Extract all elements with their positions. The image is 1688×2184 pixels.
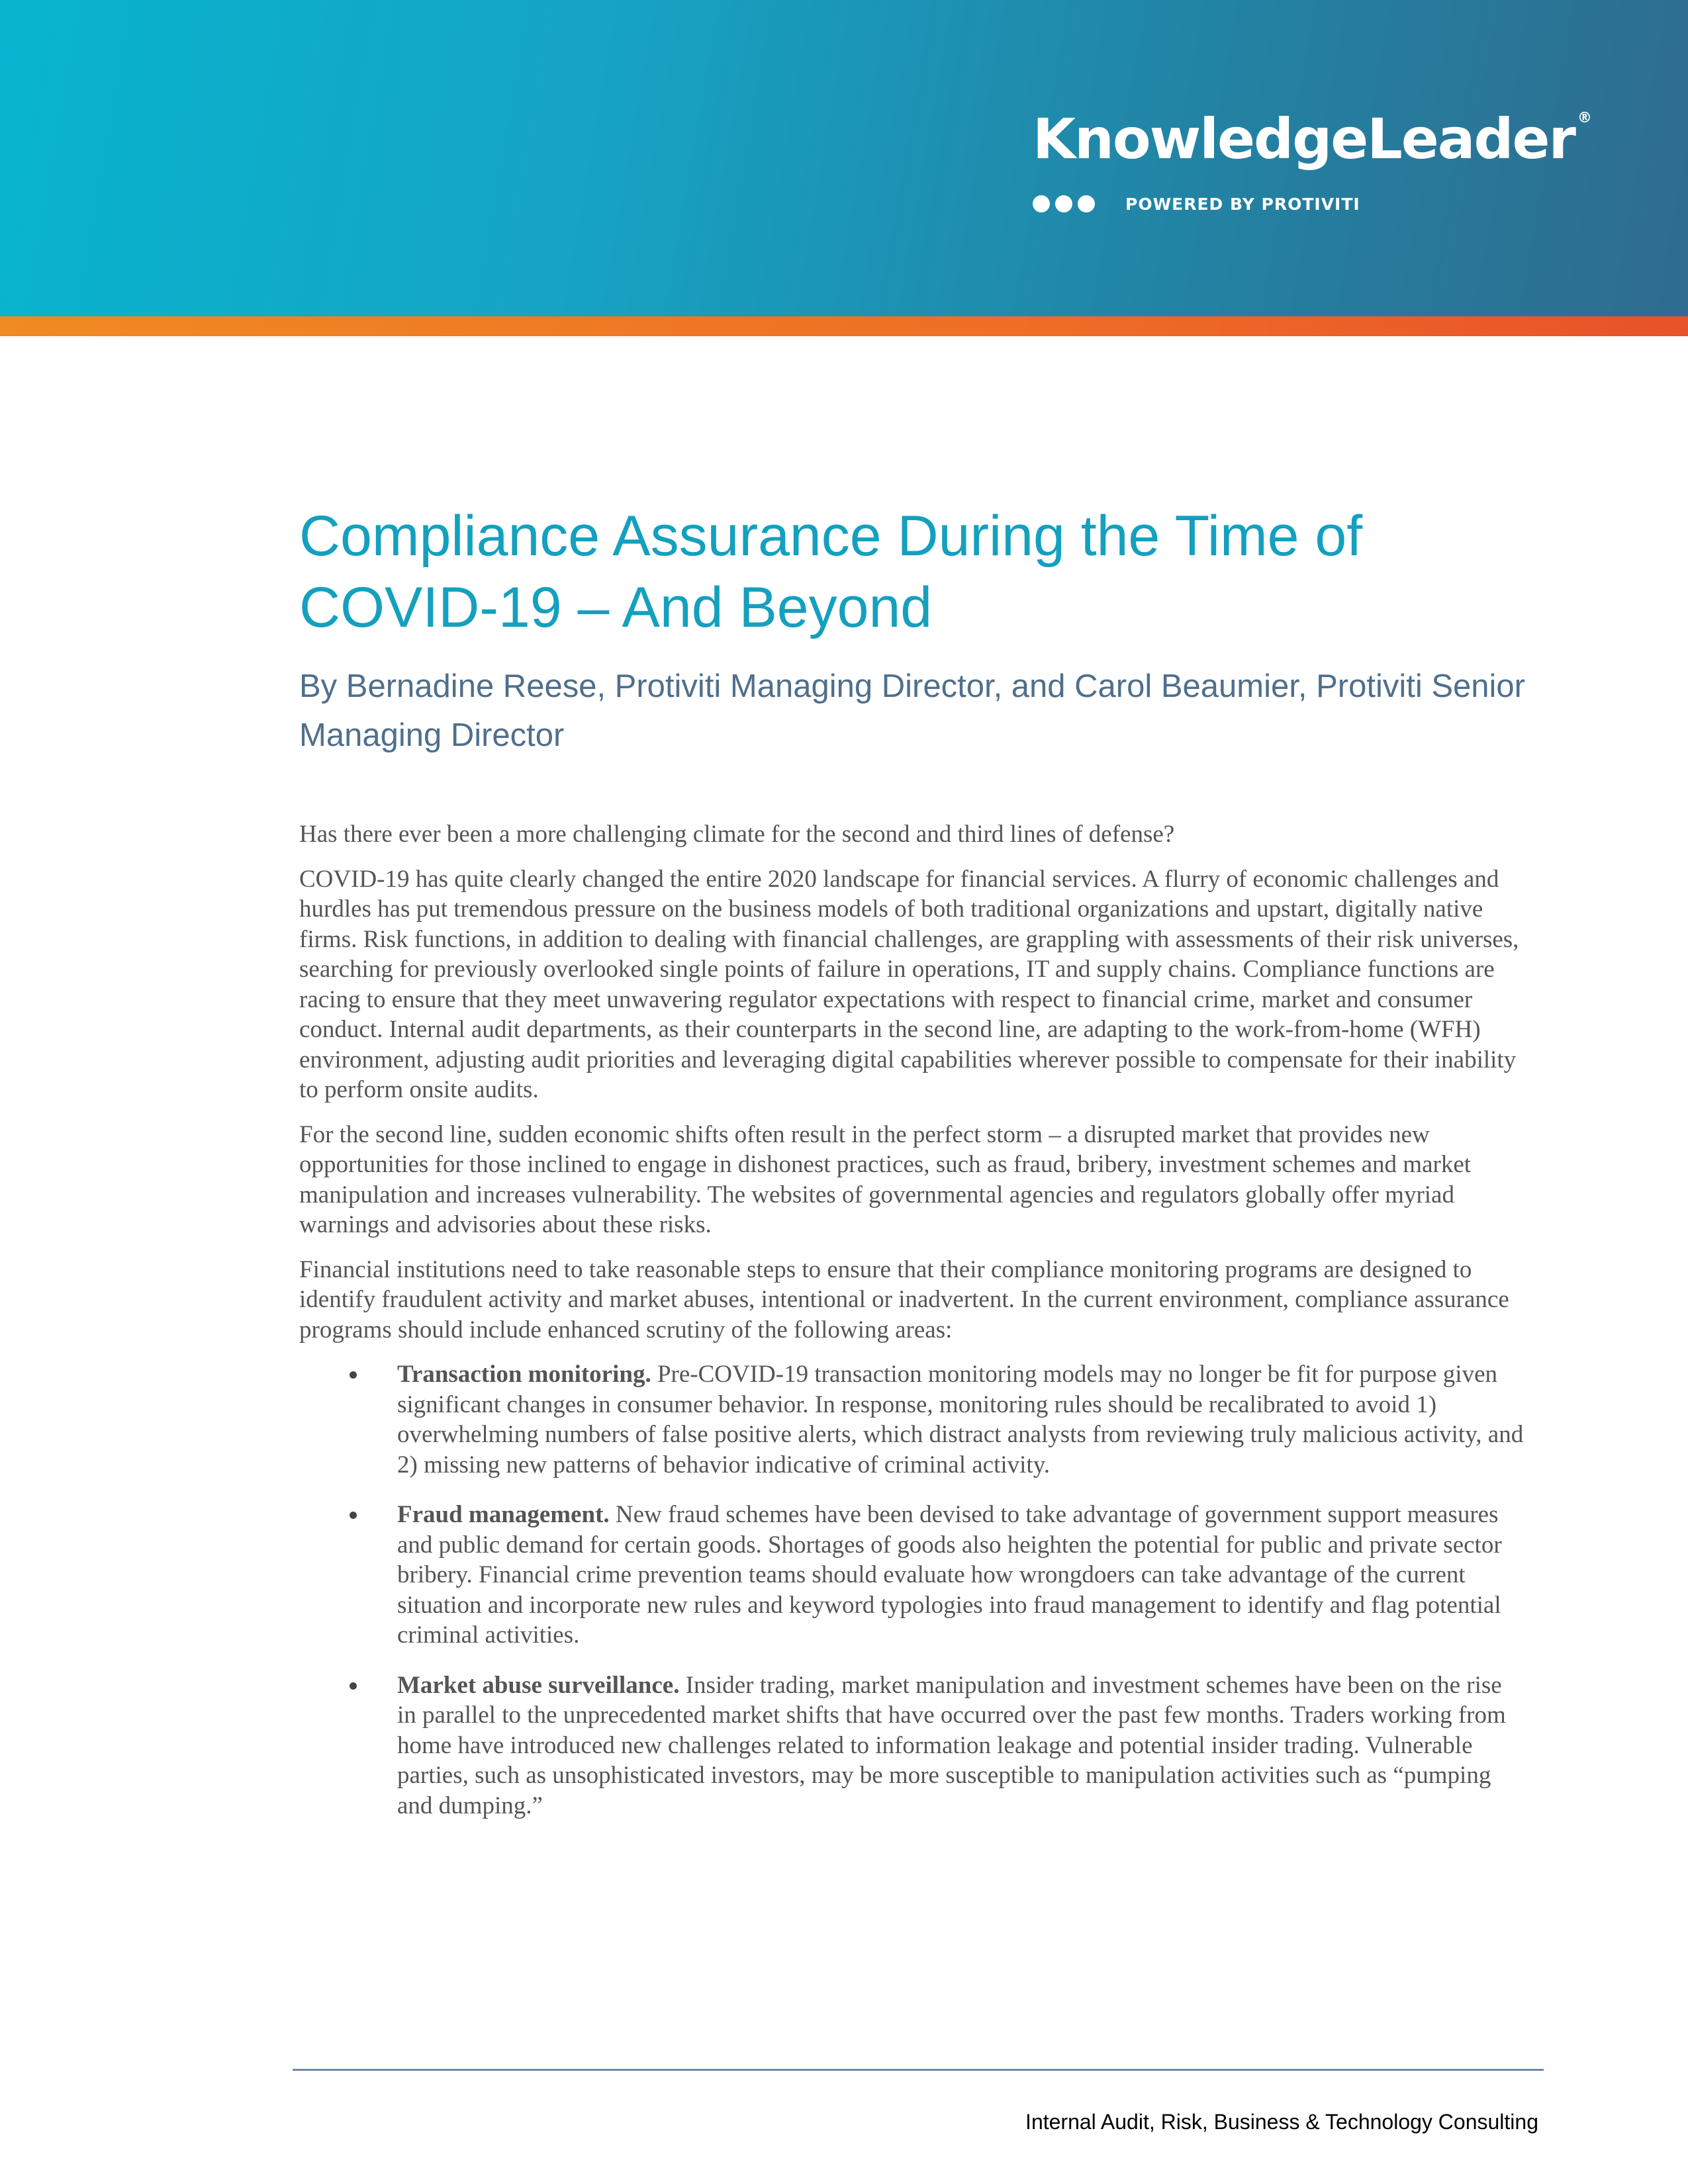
list-item-text: Pre-COVID-19 transaction monitoring models may no longer be fit for purpose given significant changes in consumer behavior. In response, monitoring rules should be recalibrated to avoid 1) overwhelming numbers of false positive alerts, which distract analysts from reviewing truly malicious activity, and 2) missing new patterns of behavior indicative of criminal activity. [397,1361,1524,1479]
list-item [299,1670,1524,1821]
powered-by-label: POWERED BY PROTIVITI [1125,194,1360,214]
bullet-icon [350,1682,357,1690]
bullet-icon [350,1512,357,1519]
dot-icon [1078,195,1095,212]
paragraph: COVID-19 has quite clearly changed the entire 2020 landscape for financial services. A flurry of economic challenges and hurdles has put tremendous pressure on the business models of both traditional organizations and upstart, digitally native firms. Risk functions, in addition to dealing with financial challenges, are grappling with assessments of their risk universes, searching for previously overlooked single points of failure in operations, IT and supply chains. Compliance functions are racing to ensure that they meet unwavering regulator expectations with respect to financial crime, market and consumer conduct. Internal audit departments, as their counterparts in the second line, are adapting to the work-from-home (WFH) environment, adjusting audit priorities and leveraging digital capabilities wherever possible to compensate for their inability to perform onsite audits. [299,865,1519,1103]
paragraph: For the second line, sudden economic shifts often result in the perfect storm – a disrupted market that provides new opportunities for those inclined to engage in dishonest practices, such as fraud, bribery, investment schemes and market manipulation and increases vulnerability. The websites of governmental agencies and regulators globally offer myriad warnings and advisories about these risks. [299,1120,1472,1238]
dot-icon [1055,195,1072,212]
accent-bar [0,316,1688,336]
focus-areas-list [299,1359,1524,1821]
logo-text: KnowledgeLeader [1033,107,1575,171]
footer-divider [293,2069,1544,2071]
list-item [299,1359,1524,1480]
page-title: Compliance Assurance During the Time of COVID-19 – And Beyond [299,504,1363,639]
list-item [299,1500,1524,1651]
paragraph: Financial institutions need to take reasonable steps to ensure that their compliance monitoring programs are designed to identify fraudulent activity and market abuses, intentional or inadvertent. In the current environment, compliance assurance programs should include enhanced scrutiny of the following areas: [299,1255,1509,1343]
dot-icon [1033,195,1050,212]
author-byline: By Bernadine Reese, Protiviti Managing Director, and Carol Beaumier, Protiviti Senior Managing Director [299,668,1525,753]
list-item-text: New fraud schemes have been devised to take advantage of government support measures and public demand for certain goods. Shortages of goods also heighten the potential for public and private sector bribery. Financial crime prevention teams should evaluate how wrongdoers can take advantage of the current situation and incorporate new rules and keyword typologies into fraud management to identify and flag potential criminal activities. [397,1501,1502,1649]
list-item-title: Transaction monitoring. [397,1361,651,1388]
registered-mark: ® [1577,110,1591,126]
header-banner [0,0,1688,316]
footer-tagline: Internal Audit, Risk, Business & Technology Consulting [1025,2110,1538,2134]
bullet-icon [350,1371,357,1379]
article-body [299,819,1524,1841]
powered-by-row [1033,191,1360,217]
knowledgeleader-logo [1033,107,1591,171]
paragraph-intro: Has there ever been a more challenging climate for the second and third lines of defense? [299,821,1175,848]
list-item-title: Market abuse surveillance. [397,1671,680,1699]
list-item-title: Fraud management. [397,1501,610,1528]
list-item-text: Insider trading, market manipulation and investment schemes have been on the rise in parallel to the unprecedented market shifts that have occurred over the past few months. Traders working from home have introduced new challenges related to information leakage and potential insider trading. Vulnerable parties, such as unsophisticated investors, may be more susceptible to manipulation activities such as “pumping and dumping.” [397,1671,1506,1819]
